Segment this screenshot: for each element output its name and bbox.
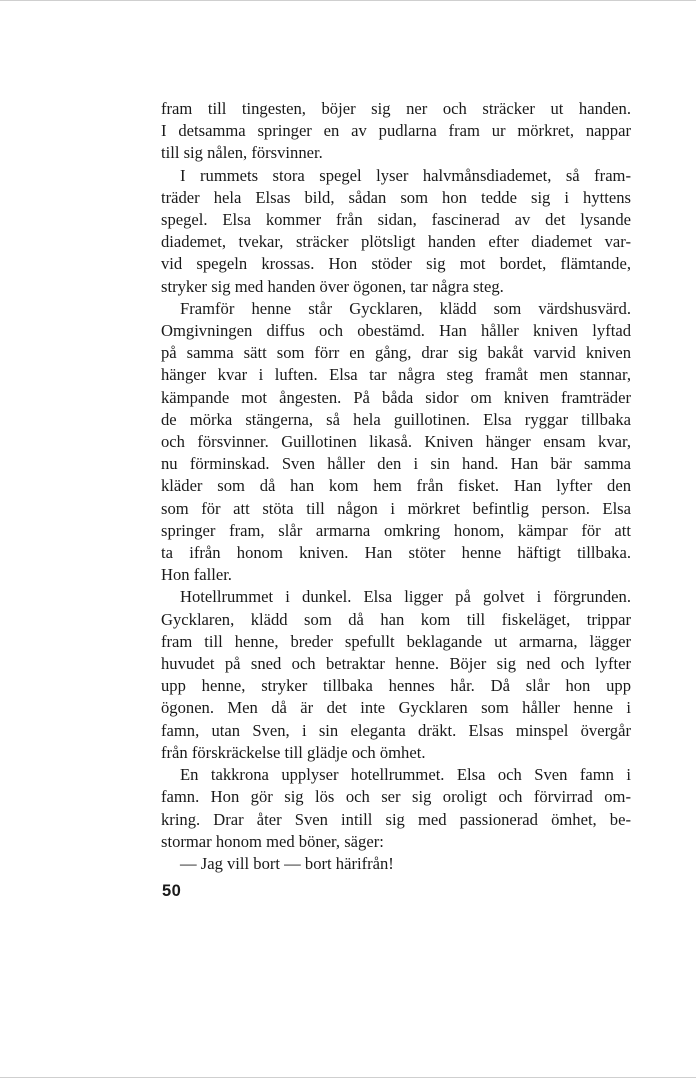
text-line: Omgivningen diffus och obestämd. Han håller kniven lyftad	[161, 321, 631, 341]
text-line: stormar honom med böner, säger:	[161, 831, 384, 851]
text-line: som för att stöta till någon i mörkret befintlig person. Elsa	[161, 498, 631, 518]
text-line: springer fram, slår armarna omkring honom, kämpar för att	[161, 520, 631, 540]
text-line: En takkrona upplyser hotellrummet. Elsa och Sven famn i	[180, 765, 631, 785]
text-line: — Jag vill bort — bort härifrån!	[180, 853, 394, 873]
text-line: Hon faller.	[161, 565, 232, 585]
paragraph-2	[161, 165, 631, 298]
page-top-edge	[0, 0, 696, 1]
text-line: de mörka stängerna, så hela guillotinen. Elsa ryggar tillbaka	[161, 409, 631, 429]
paragraph-5	[161, 764, 631, 853]
text-line: spegel. Elsa kommer från sidan, fascinerad av det lysande	[161, 210, 631, 230]
text-line: kläder som då han kom hem från fisket. Han lyfter den	[161, 476, 631, 496]
text-line: diademet, tvekar, sträcker plötsligt handen efter diademet var-	[161, 232, 631, 252]
paragraph-6	[161, 853, 631, 875]
text-line: I rummets stora spegel lyser halvmånsdiademet, så fram-	[180, 165, 631, 185]
text-line: träder hela Elsas bild, sådan som hon tedde sig i hyttens	[161, 187, 631, 207]
text-line: famn. Hon gör sig lös och ser sig oroligt och förvirrad om-	[161, 787, 631, 807]
text-line: Hotellrummet i dunkel. Elsa ligger på golvet i förgrunden.	[180, 587, 631, 607]
page-bottom-edge	[0, 1077, 696, 1078]
text-line: ta ifrån honom kniven. Han stöter henne häftigt tillbaka.	[161, 543, 631, 563]
text-line: famn, utan Sven, i sin eleganta dräkt. Elsas minspel övergår	[161, 720, 631, 740]
body-text	[161, 98, 631, 875]
text-line: och försvinner. Guillotinen likaså. Kniven hänger ensam kvar,	[161, 432, 631, 452]
text-line: från förskräckelse till glädje och ömhet.	[161, 742, 426, 762]
text-line: Gycklaren, klädd som då han kom till fiskeläget, trippar	[161, 609, 631, 629]
text-line: stryker sig med handen över ögonen, tar några steg.	[161, 276, 504, 296]
text-line: till sig nålen, försvinner.	[161, 143, 323, 163]
page-number: 50	[162, 882, 182, 900]
text-line: Framför henne står Gycklaren, klädd som värdshusvärd.	[180, 298, 631, 318]
text-line: kring. Drar åter Sven intill sig med passionerad ömhet, be-	[161, 809, 631, 829]
text-line: fram till tingesten, böjer sig ner och sträcker ut handen.	[161, 99, 631, 118]
text-line: på samma sätt som förr en gång, drar sig bakåt varvid kniven	[161, 343, 631, 363]
text-line: ögonen. Men då är det inte Gycklaren som håller henne i	[161, 698, 631, 718]
text-line: I detsamma springer en av pudlarna fram ur mörkret, nappar	[161, 121, 631, 141]
text-line: nu förminskad. Sven håller den i sin hand. Han bär samma	[161, 454, 631, 474]
paragraph-1	[161, 98, 631, 165]
text-line: kämpande mot ångesten. På båda sidor om kniven framträder	[161, 387, 631, 407]
paragraph-4	[161, 586, 631, 764]
paragraph-3	[161, 298, 631, 587]
text-line: fram till henne, breder spefullt beklagande ut armarna, lägger	[161, 631, 631, 651]
text-line: vid spegeln krossas. Hon stöder sig mot bordet, flämtande,	[161, 254, 631, 274]
text-line: hänger kvar i luften. Elsa tar några steg framåt men stannar,	[161, 365, 631, 385]
text-line: huvudet på sned och betraktar henne. Böjer sig ned och lyfter	[161, 654, 631, 674]
text-line: upp henne, stryker tillbaka hennes hår. Då slår hon upp	[161, 676, 631, 696]
